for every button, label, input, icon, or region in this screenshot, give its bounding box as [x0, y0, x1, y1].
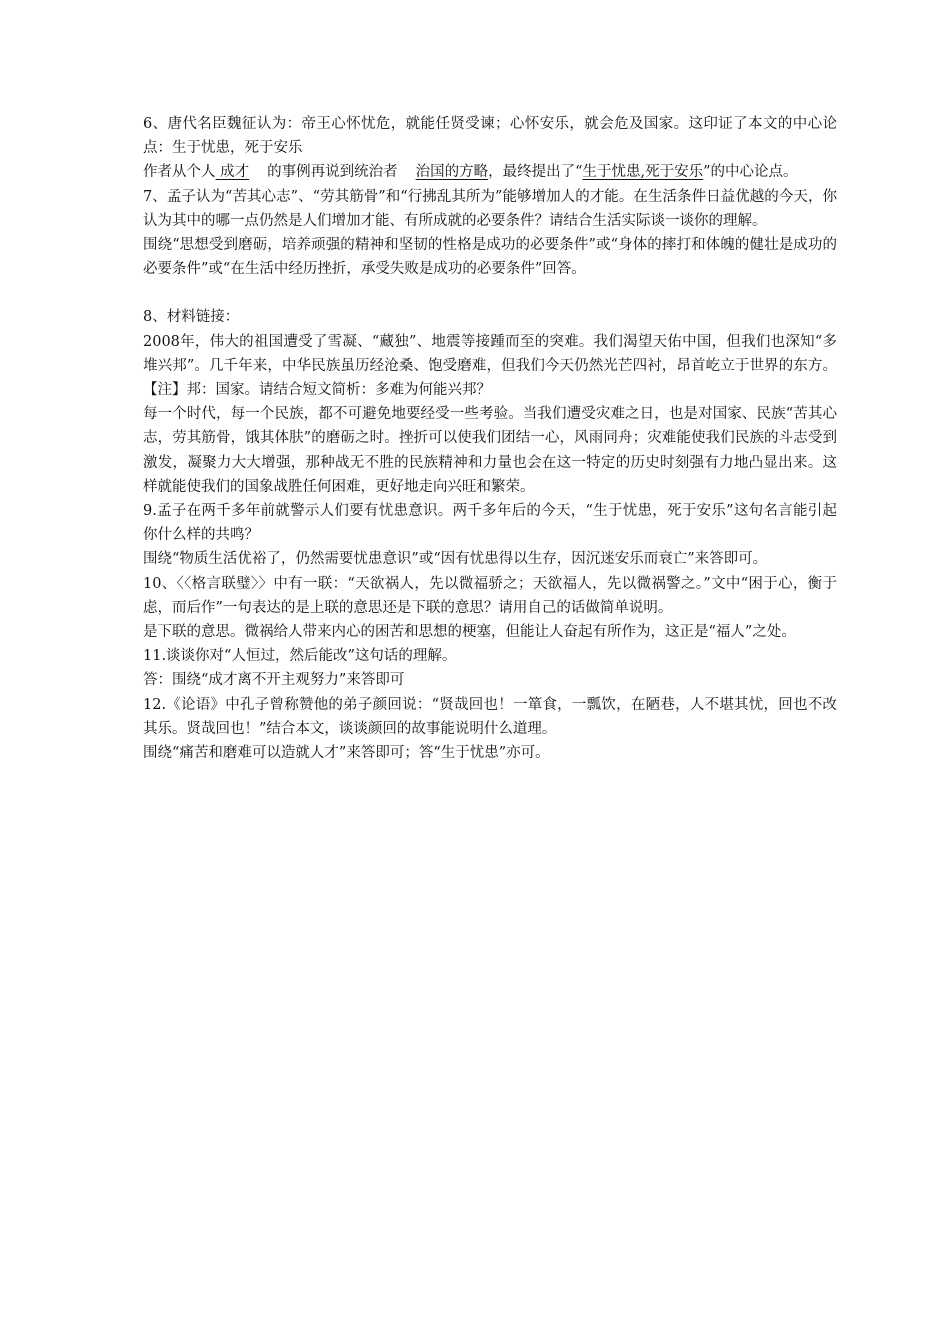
- question-11: 11.谈谈你对“人恒过，然后能改”这句话的理解。: [143, 648, 457, 665]
- question-6: 6、唐代名臣魏征认为：帝王心怀忧危，就能任贤受谏；心怀安乐，就会危及国家。这印证了本文的中心论点：生于忧患，死于安乐: [143, 116, 837, 157]
- answer-10: 是下联的意思。微祸给人带来内心的困苦和思想的梗塞，但能让人奋起有所作为，这正是“福人”之处。: [143, 624, 796, 641]
- document-body: [143, 112, 837, 765]
- question-8-material: 2008年，伟大的祖国遭受了雪凝、“藏独”、地震等接踵而至的突难。我们渴望天佑中国，但我们也深知“多堆兴邦”。几千年来，中华民族虽历经沧桑、饱受磨难，但我们今天仍然光芒四衬，昂首屹立于世界的东方。【注】邦：国家。请结合短文简析：多难为何能兴邦？: [143, 333, 837, 399]
- question-8-title: 8、材料链接：: [143, 309, 240, 326]
- answer-8: 每一个时代，每一个民族，都不可避免地要经受一些考验。当我们遭受灾难之日，也是对国家、民族“苦其心志，劳其筋骨，饿其体肤”的磨砺之时。挫折可以使我们团结一心，风雨同舟；灾难能使我们民族的斗志受到激发，凝聚力大大增强，那种战无不胜的民族精神和力量也会在这一特定的历史时刻强有力地凸显出来。这样就能使我们的国象战胜任何困难，更好地走向兴旺和繁荣。: [143, 406, 837, 495]
- answer-12: 围绕“痛苦和磨难可以造就人才”来答即可；答“生于忧患”亦可。: [143, 745, 550, 762]
- answer-6: [143, 160, 837, 184]
- question-10: 10、〈〈格言联璧〉〉中有一联：“天欲祸人，先以微福骄之；天欲福人，先以微祸警之。”文中“困于心，衡于虑，而后作”一句表达的是上联的意思还是下联的意思？请用自己的话做简单说明。: [143, 575, 837, 616]
- paragraph-gap: [143, 281, 837, 305]
- answer-11: 答：围绕“成才离不开主观努力”来答即可: [143, 672, 405, 689]
- answer-6-blank-2: 治国的方略: [415, 164, 489, 181]
- answer-6-mid-2: ，最终提出了“: [488, 164, 583, 181]
- question-7: 7、孟子认为“苦其心志”、“劳其筋骨”和“行拂乱其所为”能够增加人的才能。在生活条件日益优越的今天，你认为其中的哪一点仍然是人们增加才能、有所成就的必要条件？请结合生活实际谈一谈你的理解。: [143, 188, 837, 229]
- question-12: 12.《论语》中孔子曾称赞他的弟子颜回说：“贤哉回也！一箪食，一瓢饮，在陋巷，人不堪其忧，回也不改其乐。贤哉回也！”结合本文，谈谈颜回的故事能说明什么道理。: [143, 696, 837, 737]
- answer-6-blank-3: 生于忧患,死于安乐: [582, 164, 704, 181]
- answer-6-blank-1: 成才: [215, 164, 250, 181]
- answer-6-suffix: ”的中心论点。: [703, 164, 798, 181]
- answer-6-mid: 的事例再说到统治者: [267, 164, 398, 181]
- answer-9: 围绕“物质生活优裕了，仍然需要忧患意识”或“因有忧患得以生存，因沉迷安乐而衰亡”来答即可。: [143, 551, 768, 568]
- question-9: 9.孟子在两千多年前就警示人们要有忧患意识。两千多年后的今天，“生于忧患，死于安乐”这句名言能引起你什么样的共鸣？: [143, 503, 837, 544]
- answer-7: 围绕“思想受到磨砺，培养顽强的精神和坚韧的性格是成功的必要条件”或“身体的摔打和体魄的健壮是成功的必要条件”或“在生活中经历挫折，承受失败是成功的必要条件”回答。: [143, 237, 837, 278]
- answer-6-prefix: 作者从个人: [143, 164, 216, 181]
